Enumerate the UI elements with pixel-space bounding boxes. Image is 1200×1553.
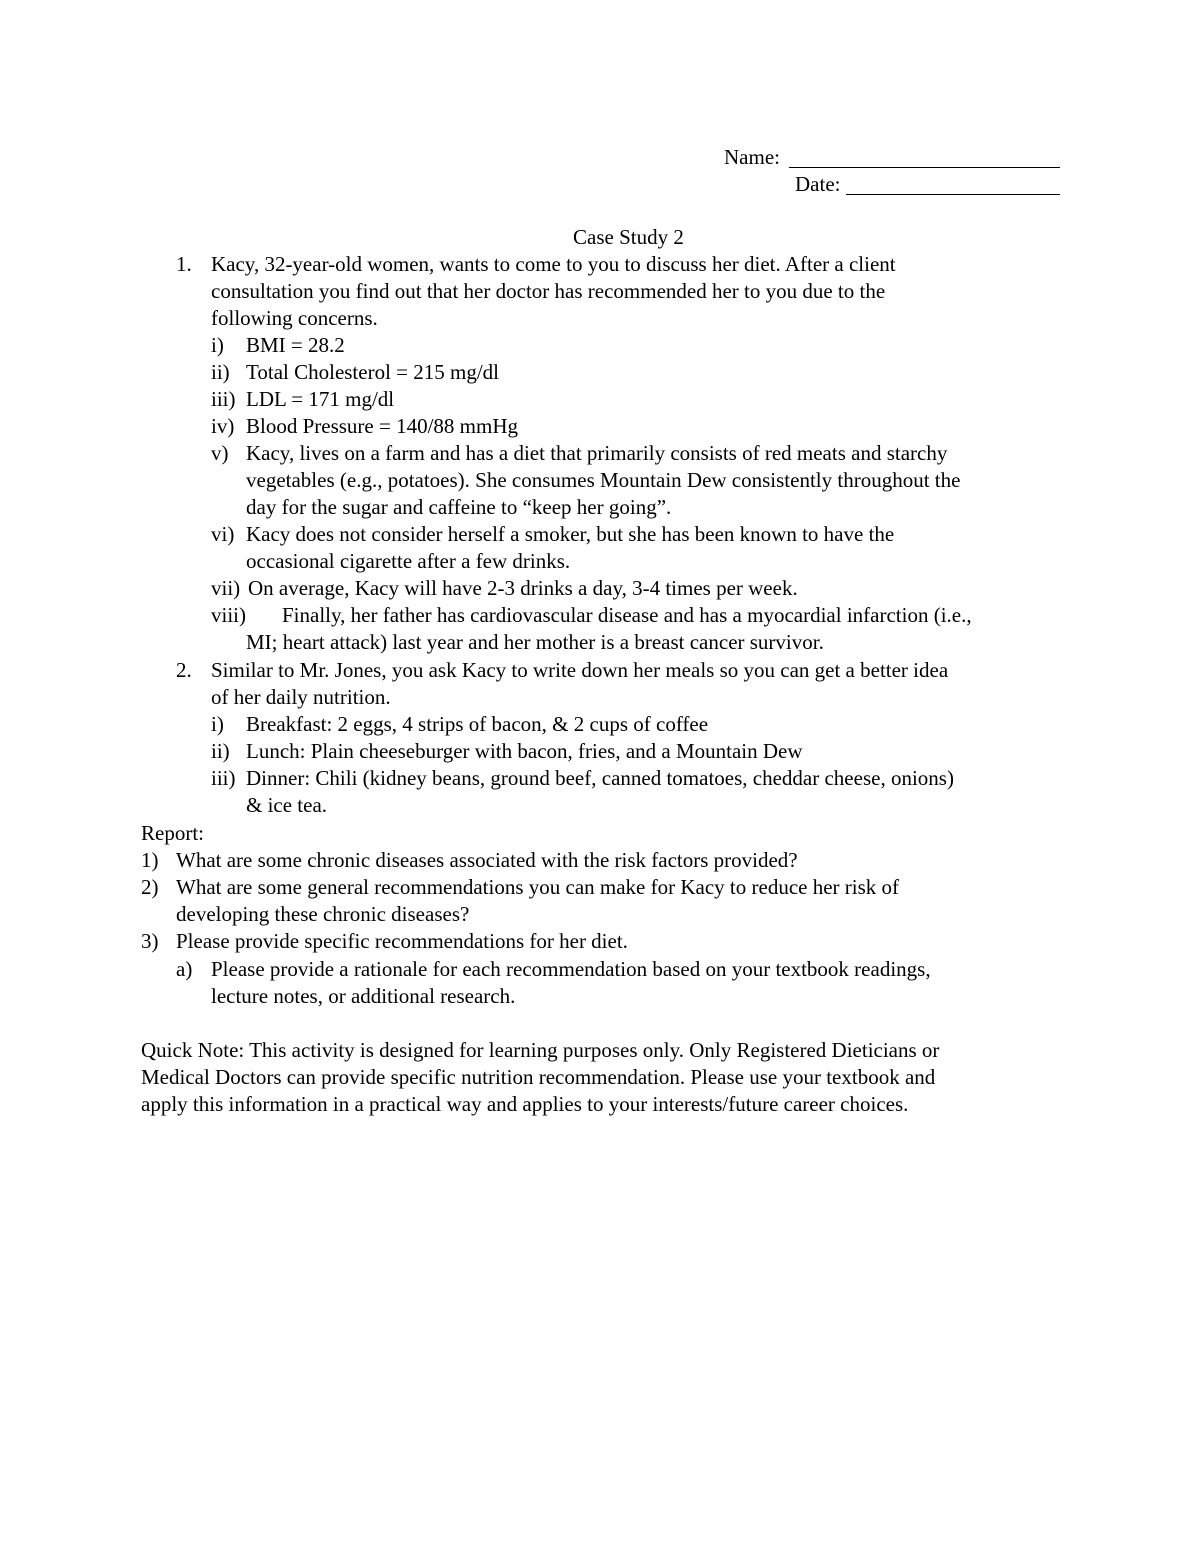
report-question: Please provide specific recommendations for her diet. xyxy=(176,929,628,953)
section-2-intro-line: Similar to Mr. Jones, you ask Kacy to write down her meals so you can get a better idea xyxy=(211,658,949,682)
report-subitem-marker: a) xyxy=(176,957,193,981)
concern-blood-pressure: Blood Pressure = 140/88 mmHg xyxy=(246,414,519,438)
date-label: Date: xyxy=(795,172,841,196)
concern-family-history-line: Finally, her father has cardiovascular disease and has a myocardial infarction (i.e., xyxy=(282,603,972,627)
concern-diet-line: day for the sugar and caffeine to “keep her going”. xyxy=(246,495,672,519)
report-question-marker: 1) xyxy=(141,848,159,872)
concern-marker: i) xyxy=(211,333,224,357)
section-1-number: 1. xyxy=(176,252,192,276)
name-field-line[interactable] xyxy=(789,167,1060,168)
concern-smoking-line: occasional cigarette after a few drinks. xyxy=(246,549,571,573)
name-label: Name: xyxy=(724,145,780,169)
meal-dinner-line: Dinner: Chili (kidney beans, ground beef, canned tomatoes, cheddar cheese, onions) xyxy=(246,766,954,790)
meal-marker: iii) xyxy=(211,766,236,790)
report-subitem: lecture notes, or additional research. xyxy=(211,984,516,1008)
concern-marker: iii) xyxy=(211,387,236,411)
concern-marker: vii) xyxy=(211,576,241,600)
concern-total-cholesterol: Total Cholesterol = 215 mg/dl xyxy=(246,360,500,384)
section-1-intro-line: Kacy, 32-year-old women, wants to come to you to discuss her diet. After a client xyxy=(211,252,896,276)
concern-drinking: On average, Kacy will have 2-3 drinks a day, 3-4 times per week. xyxy=(248,576,798,600)
concern-marker: ii) xyxy=(211,360,230,384)
concern-marker: v) xyxy=(211,441,229,465)
concern-ldl: LDL = 171 mg/dl xyxy=(246,387,395,411)
report-question: developing these chronic diseases? xyxy=(176,902,470,926)
meal-marker: ii) xyxy=(211,739,230,763)
report-subitem: Please provide a rationale for each recommendation based on your textbook readings, xyxy=(211,957,931,981)
quick-note-line: Quick Note: This activity is designed for learning purposes only. Only Registered Dieticians or xyxy=(141,1038,940,1062)
report-question-marker: 3) xyxy=(141,929,159,953)
report-question-marker: 2) xyxy=(141,875,159,899)
report-question: What are some general recommendations you can make for Kacy to reduce her risk of xyxy=(176,875,900,899)
concern-bmi: BMI = 28.2 xyxy=(246,333,345,357)
document-title: Case Study 2 xyxy=(573,225,684,249)
meal-lunch: Lunch: Plain cheeseburger with bacon, fries, and a Mountain Dew xyxy=(246,739,803,763)
concern-diet-line: Kacy, lives on a farm and has a diet that primarily consists of red meats and starchy xyxy=(246,441,948,465)
date-field-line[interactable] xyxy=(846,194,1060,195)
quick-note-line: apply this information in a practical way and applies to your interests/future career choices. xyxy=(141,1092,909,1116)
meal-dinner-line: & ice tea. xyxy=(246,793,328,817)
concern-family-history-line: MI; heart attack) last year and her mother is a breast cancer survivor. xyxy=(246,630,824,654)
concern-diet-line: vegetables (e.g., potatoes). She consumes Mountain Dew consistently throughout the xyxy=(246,468,961,492)
concern-smoking-line: Kacy does not consider herself a smoker, but she has been known to have the xyxy=(246,522,895,546)
meal-breakfast: Breakfast: 2 eggs, 4 strips of bacon, & 2 cups of coffee xyxy=(246,712,709,736)
concern-marker: viii) xyxy=(211,603,246,627)
quick-note-line: Medical Doctors can provide specific nutrition recommendation. Please use your textbook and xyxy=(141,1065,936,1089)
report-question: What are some chronic diseases associated with the risk factors provided? xyxy=(176,848,798,872)
section-2-number: 2. xyxy=(176,658,192,682)
meal-marker: i) xyxy=(211,712,224,736)
concern-marker: vi) xyxy=(211,522,235,546)
section-1-intro-line: consultation you find out that her doctor has recommended her to you due to the xyxy=(211,279,886,303)
report-heading: Report: xyxy=(141,821,204,845)
section-1-intro-line: following concerns. xyxy=(211,306,378,330)
concern-marker: iv) xyxy=(211,414,235,438)
section-2-intro-line: of her daily nutrition. xyxy=(211,685,391,709)
